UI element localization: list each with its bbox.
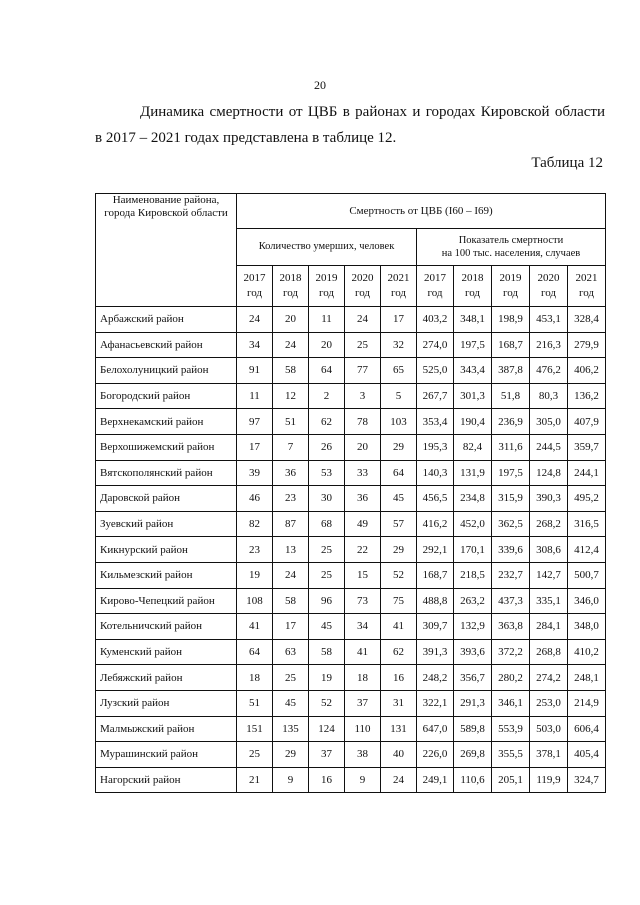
mortality-rate-cell: 110,6 [454,767,492,793]
mortality-rate-cell: 647,0 [417,716,454,742]
year-value: 2019 [315,272,338,285]
header-main: Смертность от ЦВБ (I60 – I69) [237,194,606,229]
year-word: год [464,287,481,299]
death-count-cell: 110 [345,716,381,742]
table-row [96,614,606,640]
mortality-rate-cell: 236,9 [492,409,530,435]
death-count-cell: 18 [345,665,381,691]
page-number: 20 [314,78,326,92]
death-count-cell: 25 [273,665,309,691]
mortality-rate-cell: 301,3 [454,383,492,409]
mortality-rate-cell: 453,1 [530,307,568,333]
district-name: Вятскополянский район [96,460,237,486]
table-row [96,588,606,614]
mortality-rate-cell: 405,4 [568,742,606,768]
death-count-cell: 64 [381,460,417,486]
mortality-rate-cell: 305,0 [530,409,568,435]
death-count-cell: 151 [237,716,273,742]
death-count-cell: 82 [237,511,273,537]
death-count-cell: 11 [309,307,345,333]
mortality-rate-cell: 234,8 [454,486,492,512]
death-count-cell: 9 [273,767,309,793]
year-value: 2019 [499,272,522,285]
death-count-cell: 73 [345,588,381,614]
death-count-cell: 2 [309,383,345,409]
death-count-cell: 38 [345,742,381,768]
death-count-cell: 29 [381,434,417,460]
death-count-cell: 18 [237,665,273,691]
mortality-rate-cell: 407,9 [568,409,606,435]
death-count-cell: 25 [309,537,345,563]
table-row [96,460,606,486]
death-count-cell: 36 [273,460,309,486]
mortality-rate-cell: 268,2 [530,511,568,537]
mortality-rate-cell: 503,0 [530,716,568,742]
death-count-cell: 91 [237,358,273,384]
death-count-cell: 45 [309,614,345,640]
header-name: Наименование района, города Кировской области [96,194,237,307]
mortality-rate-cell: 291,3 [454,690,492,716]
mortality-rate-cell: 348,1 [454,307,492,333]
table-row [96,358,606,384]
mortality-rate-cell: 553,9 [492,716,530,742]
mortality-rate-cell: 205,1 [492,767,530,793]
mortality-rate-cell: 308,6 [530,537,568,563]
death-count-cell: 37 [309,742,345,768]
mortality-rate-cell: 589,8 [454,716,492,742]
mortality-rate-cell: 456,5 [417,486,454,512]
death-count-cell: 24 [273,562,309,588]
death-count-cell: 17 [273,614,309,640]
mortality-rate-cell: 267,7 [417,383,454,409]
death-count-cell: 20 [273,307,309,333]
year-value: 2020 [351,272,374,285]
table-row [96,690,606,716]
mortality-table [95,193,606,793]
mortality-rate-cell: 142,7 [530,562,568,588]
death-count-cell: 12 [273,383,309,409]
mortality-rate-cell: 353,4 [417,409,454,435]
table-row [96,716,606,742]
death-count-cell: 29 [273,742,309,768]
death-count-cell: 24 [381,767,417,793]
death-count-cell: 45 [381,486,417,512]
header-rate [417,229,606,266]
mortality-rate-cell: 311,6 [492,434,530,460]
district-name: Малмыжский район [96,716,237,742]
death-count-cell: 62 [309,409,345,435]
death-count-cell: 25 [309,562,345,588]
death-count-cell: 9 [345,767,381,793]
mortality-rate-cell: 190,4 [454,409,492,435]
death-count-cell: 34 [237,332,273,358]
mortality-rate-cell: 495,2 [568,486,606,512]
death-count-cell: 23 [273,486,309,512]
mortality-rate-cell: 280,2 [492,665,530,691]
death-count-cell: 58 [273,358,309,384]
death-count-cell: 97 [237,409,273,435]
district-name: Белохолуницкий район [96,358,237,384]
year-value: 2021 [575,272,598,285]
death-count-cell: 36 [345,486,381,512]
year-value: 2018 [279,272,302,285]
mortality-rate-cell: 363,8 [492,614,530,640]
mortality-rate-cell: 372,2 [492,639,530,665]
mortality-rate-cell: 416,2 [417,511,454,537]
mortality-rate-cell: 406,2 [568,358,606,384]
death-count-cell: 53 [309,460,345,486]
mortality-rate-cell: 410,2 [568,639,606,665]
death-count-cell: 75 [381,588,417,614]
mortality-rate-cell: 346,0 [568,588,606,614]
death-count-cell: 78 [345,409,381,435]
death-count-cell: 103 [381,409,417,435]
mortality-rate-cell: 232,7 [492,562,530,588]
mortality-rate-cell: 476,2 [530,358,568,384]
death-count-cell: 24 [273,332,309,358]
death-count-cell: 46 [237,486,273,512]
mortality-rate-cell: 80,3 [530,383,568,409]
mortality-rate-cell: 356,7 [454,665,492,691]
table-row [96,742,606,768]
mortality-rate-cell: 244,5 [530,434,568,460]
death-count-cell: 64 [237,639,273,665]
death-count-cell: 15 [345,562,381,588]
mortality-rate-cell: 292,1 [417,537,454,563]
district-name: Мурашинский район [96,742,237,768]
death-count-cell: 57 [381,511,417,537]
death-count-cell: 22 [345,537,381,563]
death-count-cell: 19 [309,665,345,691]
death-count-cell: 16 [381,665,417,691]
year-header-rate-2019 [492,266,530,307]
year-header-count-2019 [309,266,345,307]
mortality-rate-cell: 51,8 [492,383,530,409]
district-name: Кикнурский район [96,537,237,563]
death-count-cell: 63 [273,639,309,665]
district-name: Верхошижемский район [96,434,237,460]
death-count-cell: 52 [309,690,345,716]
death-count-cell: 51 [273,409,309,435]
year-header-rate-2021 [568,266,606,307]
death-count-cell: 41 [381,614,417,640]
district-name: Кирово-Чепецкий район [96,588,237,614]
year-word: год [540,287,557,299]
death-count-cell: 45 [273,690,309,716]
mortality-rate-cell: 168,7 [417,562,454,588]
death-count-cell: 108 [237,588,273,614]
death-count-cell: 24 [237,307,273,333]
year-word: год [246,287,263,299]
death-count-cell: 40 [381,742,417,768]
death-count-cell: 68 [309,511,345,537]
year-value: 2017 [243,272,266,285]
death-count-cell: 64 [309,358,345,384]
year-word: год [318,287,335,299]
table-row [96,767,606,793]
mortality-rate-cell: 284,1 [530,614,568,640]
district-name: Лебяжский район [96,665,237,691]
mortality-rate-cell: 393,6 [454,639,492,665]
death-count-cell: 17 [237,434,273,460]
mortality-rate-cell: 362,5 [492,511,530,537]
death-count-cell: 23 [237,537,273,563]
mortality-rate-cell: 269,8 [454,742,492,768]
death-count-cell: 20 [309,332,345,358]
death-count-cell: 87 [273,511,309,537]
mortality-rate-cell: 124,8 [530,460,568,486]
mortality-rate-cell: 355,5 [492,742,530,768]
year-header-count-2017 [237,266,273,307]
mortality-rate-cell: 136,2 [568,383,606,409]
death-count-cell: 51 [237,690,273,716]
death-count-cell: 41 [345,639,381,665]
death-count-cell: 25 [345,332,381,358]
death-count-cell: 124 [309,716,345,742]
mortality-rate-cell: 168,7 [492,332,530,358]
mortality-rate-cell: 195,3 [417,434,454,460]
mortality-rate-cell: 525,0 [417,358,454,384]
year-header-rate-2017 [417,266,454,307]
mortality-rate-cell: 274,2 [530,665,568,691]
death-count-cell: 58 [273,588,309,614]
death-count-cell: 25 [237,742,273,768]
mortality-rate-cell: 218,5 [454,562,492,588]
year-word: год [354,287,371,299]
year-word: год [282,287,299,299]
mortality-rate-cell: 198,9 [492,307,530,333]
table-row [96,639,606,665]
mortality-rate-cell: 244,1 [568,460,606,486]
year-header-rate-2018 [454,266,492,307]
table-row [96,537,606,563]
year-header-count-2020 [345,266,381,307]
table-row [96,665,606,691]
death-count-cell: 29 [381,537,417,563]
year-value: 2020 [537,272,560,285]
year-word: год [390,287,407,299]
district-name: Богородский район [96,383,237,409]
death-count-cell: 16 [309,767,345,793]
table-row [96,511,606,537]
mortality-rate-cell: 248,2 [417,665,454,691]
mortality-rate-cell: 452,0 [454,511,492,537]
mortality-rate-cell: 343,4 [454,358,492,384]
mortality-rate-cell: 132,9 [454,614,492,640]
mortality-rate-cell: 335,1 [530,588,568,614]
year-word: год [427,287,443,299]
mortality-rate-cell: 253,0 [530,690,568,716]
year-header-count-2021 [381,266,417,307]
death-count-cell: 32 [381,332,417,358]
death-count-cell: 58 [309,639,345,665]
table-row [96,332,606,358]
mortality-rate-cell: 216,3 [530,332,568,358]
year-word: год [578,287,595,299]
mortality-rate-cell: 248,1 [568,665,606,691]
year-value: 2018 [461,272,484,285]
header-rate-line-1: Показатель смертности [458,234,564,246]
death-count-cell: 131 [381,716,417,742]
death-count-cell: 135 [273,716,309,742]
district-name: Нагорский район [96,767,237,793]
district-name: Лузский район [96,690,237,716]
year-value: 2017 [424,272,446,285]
table-row [96,434,606,460]
mortality-rate-cell: 279,9 [568,332,606,358]
mortality-rate-cell: 131,9 [454,460,492,486]
mortality-rate-cell: 140,3 [417,460,454,486]
mortality-rate-cell: 391,3 [417,639,454,665]
mortality-rate-cell: 412,4 [568,537,606,563]
district-name: Котельничский район [96,614,237,640]
mortality-rate-cell: 268,8 [530,639,568,665]
mortality-rate-cell: 214,9 [568,690,606,716]
header-count: Количество умерших, человек [237,229,417,266]
mortality-rate-cell: 249,1 [417,767,454,793]
mortality-rate-cell: 197,5 [492,460,530,486]
mortality-rate-cell: 82,4 [454,434,492,460]
mortality-rate-cell: 197,5 [454,332,492,358]
death-count-cell: 39 [237,460,273,486]
mortality-rate-cell: 322,1 [417,690,454,716]
district-name: Зуевский район [96,511,237,537]
death-count-cell: 96 [309,588,345,614]
death-count-cell: 19 [237,562,273,588]
death-count-cell: 65 [381,358,417,384]
table-row [96,486,606,512]
intro-line-2: в 2017 – 2021 годах представлена в таблице 12. [95,130,397,146]
death-count-cell: 52 [381,562,417,588]
intro-line-1: Динамика смертности от ЦВБ в районах и городах Кировской области [140,104,605,120]
death-count-cell: 34 [345,614,381,640]
district-name: Афанасьевский район [96,332,237,358]
year-header-rate-2020 [530,266,568,307]
table-row [96,307,606,333]
death-count-cell: 37 [345,690,381,716]
table-row [96,562,606,588]
year-header-count-2018 [273,266,309,307]
mortality-rate-cell: 274,0 [417,332,454,358]
district-name: Арбажский район [96,307,237,333]
district-name: Верхнекамский район [96,409,237,435]
death-count-cell: 24 [345,307,381,333]
death-count-cell: 21 [237,767,273,793]
mortality-rate-cell: 328,4 [568,307,606,333]
death-count-cell: 5 [381,383,417,409]
mortality-rate-cell: 390,3 [530,486,568,512]
death-count-cell: 17 [381,307,417,333]
mortality-rate-cell: 437,3 [492,588,530,614]
death-count-cell: 26 [309,434,345,460]
death-count-cell: 77 [345,358,381,384]
mortality-rate-cell: 309,7 [417,614,454,640]
death-count-cell: 62 [381,639,417,665]
mortality-rate-cell: 606,4 [568,716,606,742]
table-row [96,409,606,435]
mortality-rate-cell: 324,7 [568,767,606,793]
mortality-rate-cell: 403,2 [417,307,454,333]
table-row [96,383,606,409]
death-count-cell: 3 [345,383,381,409]
mortality-rate-cell: 226,0 [417,742,454,768]
year-word: год [502,287,519,299]
table-label: Таблица 12 [531,155,603,171]
year-value: 2021 [387,272,410,285]
mortality-rate-cell: 346,1 [492,690,530,716]
death-count-cell: 33 [345,460,381,486]
death-count-cell: 20 [345,434,381,460]
mortality-rate-cell: 316,5 [568,511,606,537]
death-count-cell: 49 [345,511,381,537]
mortality-rate-cell: 170,1 [454,537,492,563]
death-count-cell: 41 [237,614,273,640]
death-count-cell: 30 [309,486,345,512]
mortality-rate-cell: 359,7 [568,434,606,460]
mortality-rate-cell: 348,0 [568,614,606,640]
death-count-cell: 31 [381,690,417,716]
mortality-rate-cell: 500,7 [568,562,606,588]
mortality-rate-cell: 339,6 [492,537,530,563]
mortality-rate-cell: 488,8 [417,588,454,614]
death-count-cell: 11 [237,383,273,409]
mortality-rate-cell: 387,8 [492,358,530,384]
death-count-cell: 13 [273,537,309,563]
mortality-rate-cell: 263,2 [454,588,492,614]
district-name: Даровской район [96,486,237,512]
header-rate-line-2: на 100 тыс. населения, случаев [441,248,581,259]
district-name: Куменский район [96,639,237,665]
death-count-cell: 7 [273,434,309,460]
district-name: Кильмезский район [96,562,237,588]
mortality-rate-cell: 378,1 [530,742,568,768]
mortality-rate-cell: 119,9 [530,767,568,793]
mortality-rate-cell: 315,9 [492,486,530,512]
